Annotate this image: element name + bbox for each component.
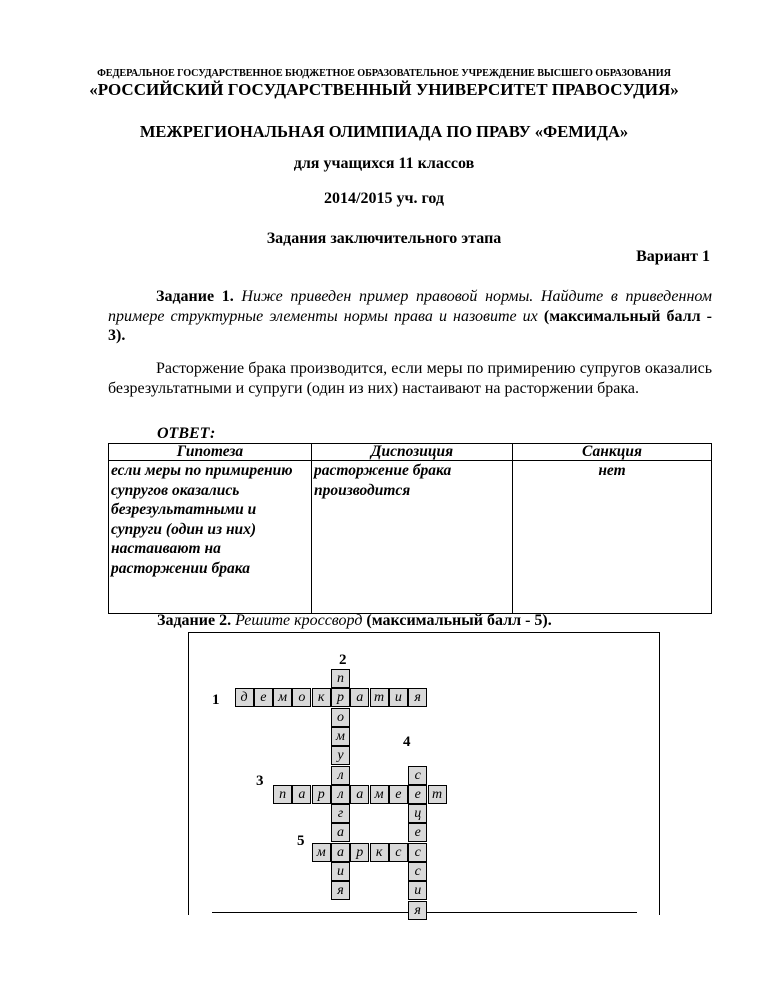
crossword-number: 3	[256, 773, 264, 789]
crossword-cell: д	[235, 688, 254, 707]
task1-label: Задание 1.	[156, 288, 234, 305]
crossword-cell: с	[389, 843, 408, 862]
crossword-cell: и	[389, 688, 408, 707]
grade-line: для учащихся 11 классов	[293, 155, 475, 172]
crossword-cell: ц	[408, 804, 427, 823]
crossword-number: 5	[297, 833, 305, 849]
crossword-cell: а	[331, 843, 350, 862]
task2-prompt	[157, 612, 552, 630]
crossword-cell: е	[389, 785, 408, 804]
crossword-cell: п	[331, 669, 350, 688]
crossword-cell: я	[331, 881, 350, 900]
crossword-cell: и	[331, 862, 350, 881]
crossword-cell: м	[370, 785, 389, 804]
crossword-cell: р	[312, 785, 331, 804]
header-sanction: Санкция	[513, 444, 712, 461]
header-hypothesis: Гипотеза	[109, 444, 312, 461]
crossword-cell: е	[408, 785, 427, 804]
crossword-cell: с	[408, 862, 427, 881]
crossword-cell: м	[273, 688, 292, 707]
institution-line: ФЕДЕРАЛЬНОЕ ГОСУДАРСТВЕННОЕ БЮДЖЕТНОЕ ОБРАЗОВАТЕЛЬНОЕ УЧРЕЖДЕНИЕ ВЫСШЕГО ОБРАЗОВАНИЯ	[97, 68, 671, 79]
table-row	[109, 461, 712, 614]
cell-sanction: нет	[513, 461, 712, 614]
table-header-row	[109, 444, 712, 461]
crossword-cell: о	[292, 688, 311, 707]
crossword-cell: г	[331, 804, 350, 823]
crossword-cell: к	[370, 843, 389, 862]
task1-score: (максимальный балл - 3).	[108, 307, 712, 344]
crossword-number: 2	[339, 652, 347, 668]
crossword-cell: л	[331, 785, 350, 804]
crossword-cell: т	[428, 785, 447, 804]
cell-disposition: расторжение брака производится	[312, 461, 513, 614]
year-line: 2014/2015 уч. год	[324, 190, 444, 207]
crossword-cell: с	[408, 766, 427, 785]
crossword-cell: р	[331, 688, 350, 707]
crossword-number: 4	[403, 734, 411, 750]
task2-question: Решите кроссворд	[235, 612, 363, 629]
crossword-cell: м	[312, 843, 331, 862]
crossword-cell: а	[292, 785, 311, 804]
university-name: «РОССИЙСКИЙ ГОСУДАРСТВЕННЫЙ УНИВЕРСИТЕТ ПРАВОСУДИЯ»	[89, 80, 679, 99]
crossword-cell: л	[331, 766, 350, 785]
crossword-cell: е	[408, 823, 427, 842]
header-disposition: Диспозиция	[312, 444, 513, 461]
olympiad-title: МЕЖРЕГИОНАЛЬНАЯ ОЛИМПИАДА ПО ПРАВУ «ФЕМИДА»	[139, 122, 629, 141]
task1-text: Расторжение брака производится, если меры по примирению супругов оказались безрезультатными и супруги (один из них) настаивают на расторжении брака.	[108, 360, 712, 397]
crossword-cell: р	[350, 843, 369, 862]
crossword-cell: к	[312, 688, 331, 707]
crossword-cell: а	[350, 688, 369, 707]
crossword-cell: я	[408, 901, 427, 920]
task1-prompt	[108, 287, 712, 346]
crossword-cell: и	[408, 881, 427, 900]
stage-line: Задания заключительного этапа	[266, 230, 502, 247]
crossword-cell: е	[254, 688, 273, 707]
answer-table	[108, 443, 712, 614]
crossword-cell: я	[408, 688, 427, 707]
crossword-cell: а	[331, 823, 350, 842]
crossword-cell: о	[331, 708, 350, 727]
crossword-cell: с	[408, 843, 427, 862]
crossword-cell: а	[350, 785, 369, 804]
variant-label: Вариант 1	[636, 248, 710, 265]
task1-question: Ниже приведен пример правовой нормы. Найдите в приведенном примере структурные элементы нормы права и назовите их	[108, 288, 712, 325]
crossword-number: 1	[212, 692, 220, 708]
crossword-cell: т	[370, 688, 389, 707]
crossword-cell: п	[273, 785, 292, 804]
cell-hypothesis: если меры по примирению супругов оказались безрезультатными и супруги (один из них) настаивают на расторжении брака	[109, 461, 312, 614]
crossword-cell: м	[331, 727, 350, 746]
task2-label: Задание 2.	[157, 612, 232, 629]
task2-score: (максимальный балл - 5).	[366, 612, 552, 629]
crossword-cell: у	[331, 746, 350, 765]
answer-label: ОТВЕТ:	[157, 425, 216, 442]
